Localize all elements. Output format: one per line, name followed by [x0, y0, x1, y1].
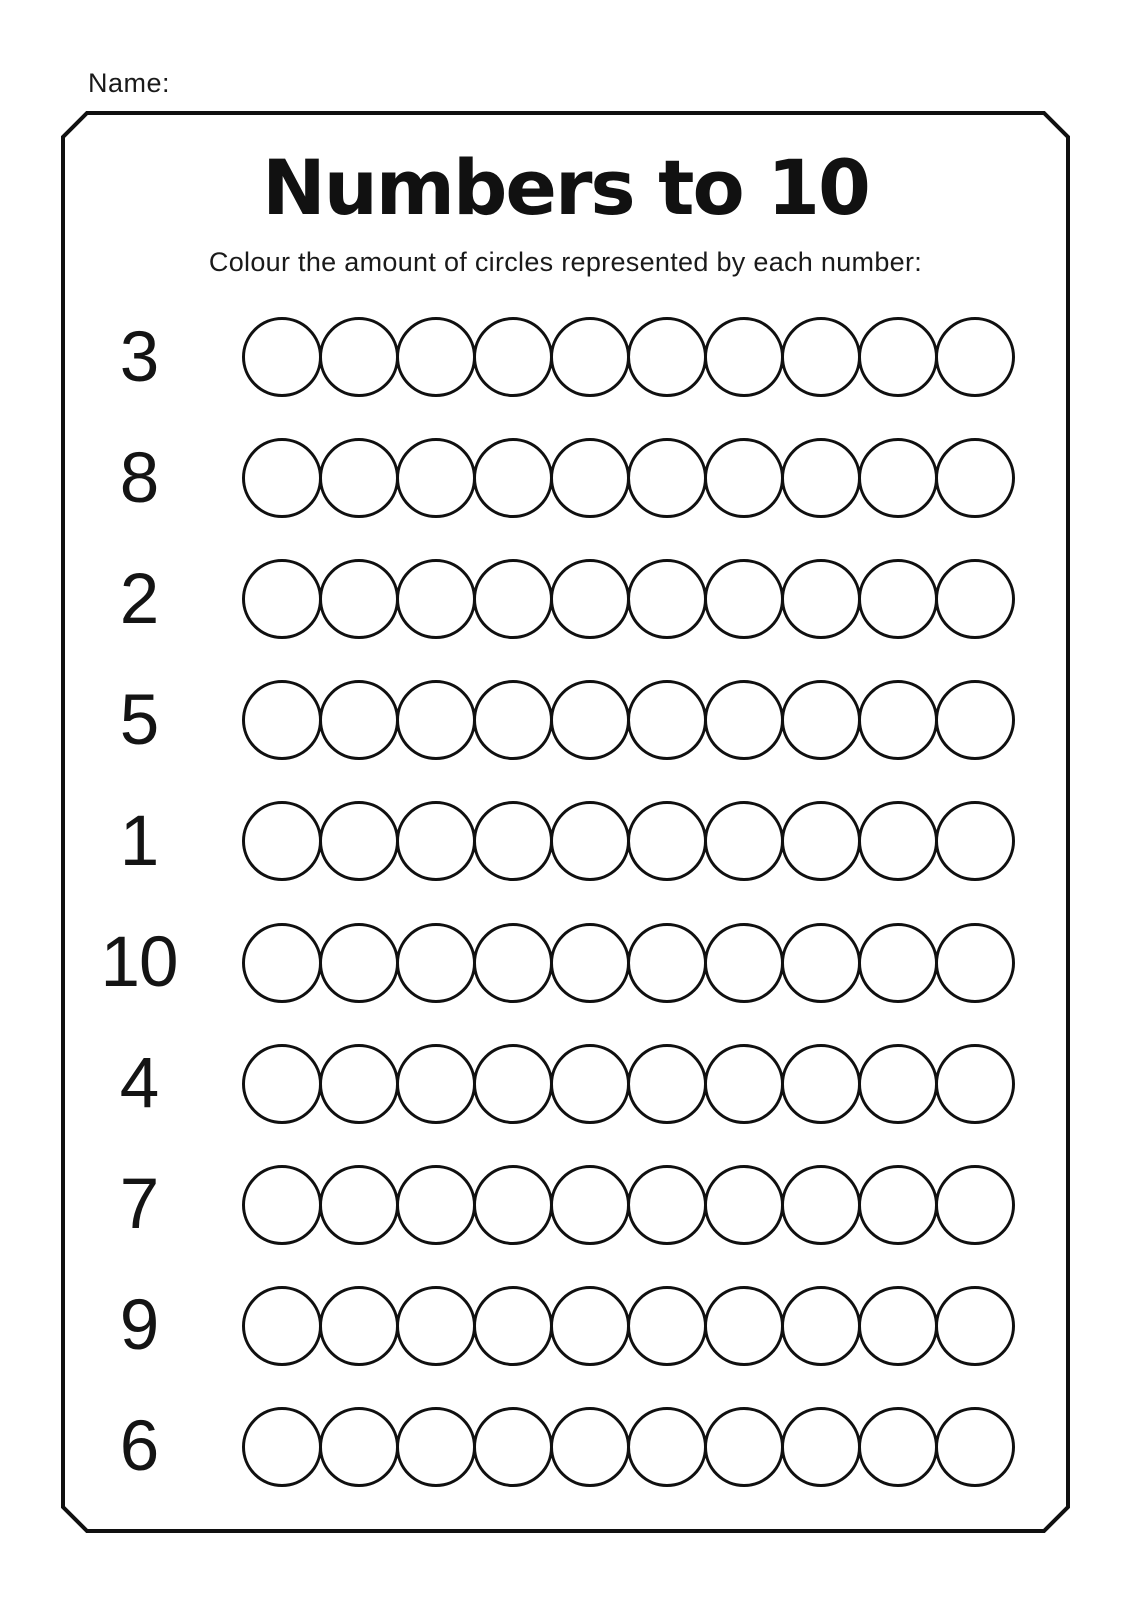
colorable-circle[interactable] [242, 559, 322, 639]
colorable-circle[interactable] [473, 680, 553, 760]
colorable-circle[interactable] [627, 1407, 707, 1487]
colorable-circle[interactable] [473, 1286, 553, 1366]
colorable-circle[interactable] [319, 438, 399, 518]
colorable-circle[interactable] [858, 680, 938, 760]
circle-row [242, 1044, 1015, 1124]
colorable-circle[interactable] [242, 1044, 322, 1124]
colorable-circle[interactable] [550, 559, 630, 639]
worksheet-row [0, 1144, 1131, 1265]
colorable-circle[interactable] [319, 801, 399, 881]
colorable-circle[interactable] [396, 1165, 476, 1245]
worksheet-row [0, 902, 1131, 1023]
colorable-circle[interactable] [242, 923, 322, 1003]
row-number-label: 1 [119, 801, 159, 881]
worksheet-row [0, 1023, 1131, 1144]
colorable-circle[interactable] [473, 1165, 553, 1245]
colorable-circle[interactable] [627, 1044, 707, 1124]
colorable-circle[interactable] [858, 1044, 938, 1124]
colorable-circle[interactable] [627, 801, 707, 881]
colorable-circle[interactable] [242, 1407, 322, 1487]
row-number-label: 5 [119, 680, 159, 760]
colorable-circle[interactable] [704, 317, 784, 397]
colorable-circle[interactable] [550, 801, 630, 881]
colorable-circle[interactable] [781, 1407, 861, 1487]
worksheet-row [0, 781, 1131, 902]
colorable-circle[interactable] [935, 1165, 1015, 1245]
colorable-circle[interactable] [473, 559, 553, 639]
worksheet-title: Numbers to 10 [262, 143, 869, 232]
circle-row [242, 801, 1015, 881]
colorable-circle[interactable] [473, 923, 553, 1003]
colorable-circle[interactable] [935, 438, 1015, 518]
colorable-circle[interactable] [858, 317, 938, 397]
colorable-circle[interactable] [704, 1407, 784, 1487]
colorable-circle[interactable] [319, 317, 399, 397]
row-number-label: 4 [119, 1044, 159, 1124]
colorable-circle[interactable] [935, 923, 1015, 1003]
colorable-circle[interactable] [627, 680, 707, 760]
colorable-circle[interactable] [704, 438, 784, 518]
colorable-circle[interactable] [935, 317, 1015, 397]
colorable-circle[interactable] [704, 1165, 784, 1245]
colorable-circle[interactable] [781, 1165, 861, 1245]
colorable-circle[interactable] [473, 1407, 553, 1487]
worksheet-row [0, 1265, 1131, 1386]
colorable-circle[interactable] [627, 559, 707, 639]
colorable-circle[interactable] [473, 801, 553, 881]
colorable-circle[interactable] [858, 559, 938, 639]
colorable-circle[interactable] [550, 1044, 630, 1124]
worksheet-instruction: Colour the amount of circles represented by each number: [208, 247, 923, 277]
circle-row [242, 923, 1015, 1003]
colorable-circle[interactable] [704, 1044, 784, 1124]
colorable-circle[interactable] [473, 317, 553, 397]
row-number-label: 8 [119, 438, 159, 518]
colorable-circle[interactable] [396, 1286, 476, 1366]
colorable-circle[interactable] [550, 923, 630, 1003]
colorable-circle[interactable] [627, 317, 707, 397]
colorable-circle[interactable] [935, 559, 1015, 639]
colorable-circle[interactable] [781, 1044, 861, 1124]
worksheet-row [0, 1386, 1131, 1507]
circle-row [242, 680, 1015, 760]
colorable-circle[interactable] [242, 680, 322, 760]
colorable-circle[interactable] [550, 680, 630, 760]
circle-row [242, 438, 1015, 518]
colorable-circle[interactable] [858, 1165, 938, 1245]
colorable-circle[interactable] [858, 923, 938, 1003]
circle-row [242, 1407, 1015, 1487]
colorable-circle[interactable] [781, 438, 861, 518]
colorable-circle[interactable] [550, 317, 630, 397]
colorable-circle[interactable] [550, 1165, 630, 1245]
colorable-circle[interactable] [704, 1286, 784, 1366]
worksheet-row [0, 297, 1131, 418]
colorable-circle[interactable] [935, 801, 1015, 881]
colorable-circle[interactable] [781, 801, 861, 881]
colorable-circle[interactable] [473, 1044, 553, 1124]
colorable-circle[interactable] [858, 1407, 938, 1487]
colorable-circle[interactable] [319, 1044, 399, 1124]
colorable-circle[interactable] [858, 1286, 938, 1366]
colorable-circle[interactable] [627, 438, 707, 518]
name-label: Name: [88, 68, 171, 98]
colorable-circle[interactable] [396, 438, 476, 518]
row-number-label: 2 [119, 559, 159, 639]
colorable-circle[interactable] [704, 801, 784, 881]
colorable-circle[interactable] [396, 680, 476, 760]
colorable-circle[interactable] [242, 1165, 322, 1245]
colorable-circle[interactable] [935, 1407, 1015, 1487]
colorable-circle[interactable] [242, 801, 322, 881]
colorable-circle[interactable] [396, 1407, 476, 1487]
colorable-circle[interactable] [627, 1286, 707, 1366]
colorable-circle[interactable] [935, 680, 1015, 760]
circle-row [242, 1165, 1015, 1245]
colorable-circle[interactable] [550, 1286, 630, 1366]
row-number-label: 9 [119, 1286, 159, 1366]
row-number-label: 10 [100, 923, 178, 1002]
colorable-circle[interactable] [550, 438, 630, 518]
colorable-circle[interactable] [627, 1165, 707, 1245]
colorable-circle[interactable] [473, 438, 553, 518]
colorable-circle[interactable] [319, 923, 399, 1003]
colorable-circle[interactable] [396, 801, 476, 881]
circle-row [242, 559, 1015, 639]
colorable-circle[interactable] [396, 923, 476, 1003]
colorable-circle[interactable] [781, 923, 861, 1003]
colorable-circle[interactable] [781, 680, 861, 760]
colorable-circle[interactable] [704, 559, 784, 639]
circle-row [242, 1286, 1015, 1366]
colorable-circle[interactable] [396, 317, 476, 397]
colorable-circle[interactable] [319, 680, 399, 760]
colorable-circle[interactable] [858, 438, 938, 518]
colorable-circle[interactable] [781, 559, 861, 639]
colorable-circle[interactable] [858, 801, 938, 881]
circle-row [242, 317, 1015, 397]
colorable-circle[interactable] [319, 559, 399, 639]
colorable-circle[interactable] [704, 680, 784, 760]
row-number-label: 7 [119, 1165, 159, 1245]
row-number-label: 6 [119, 1407, 159, 1487]
colorable-circle[interactable] [242, 438, 322, 518]
colorable-circle[interactable] [319, 1407, 399, 1487]
colorable-circle[interactable] [935, 1286, 1015, 1366]
colorable-circle[interactable] [704, 923, 784, 1003]
worksheet-row [0, 418, 1131, 539]
colorable-circle[interactable] [627, 923, 707, 1003]
colorable-circle[interactable] [319, 1165, 399, 1245]
colorable-circle[interactable] [396, 559, 476, 639]
row-number-label: 3 [119, 317, 159, 397]
colorable-circle[interactable] [781, 1286, 861, 1366]
worksheet-row [0, 539, 1131, 660]
colorable-circle[interactable] [242, 1286, 322, 1366]
colorable-circle[interactable] [935, 1044, 1015, 1124]
colorable-circle[interactable] [781, 317, 861, 397]
colorable-circle[interactable] [396, 1044, 476, 1124]
colorable-circle[interactable] [319, 1286, 399, 1366]
colorable-circle[interactable] [242, 317, 322, 397]
colorable-circle[interactable] [550, 1407, 630, 1487]
worksheet-row [0, 660, 1131, 781]
